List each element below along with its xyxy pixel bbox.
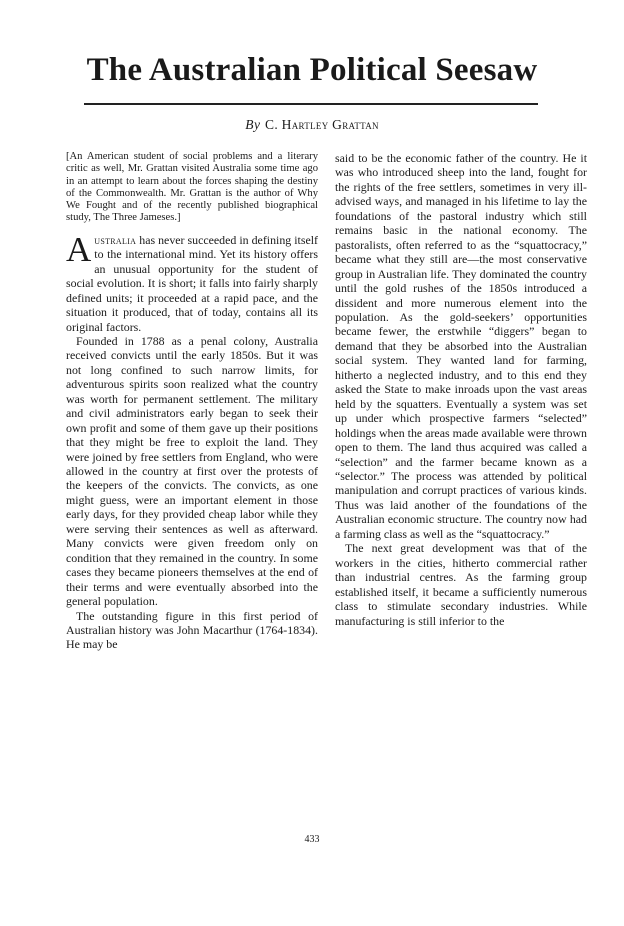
- title-rule: [84, 103, 538, 105]
- left-column: [66, 151, 318, 652]
- paragraph-2: Founded in 1788 as a penal colony, Australia received convicts until the early 1850s. But it was not long confined to such narrow limits, for adventurous spirits soon realized what the country was worth for permanent settlement. The military and civil administrators early began to seek their own profit and some of them gave up their positions that they might be free to exploit the land. They were joined by free settlers from England, who were allowed in the country at first over the protests of the keepers of the convicts. The convicts, as one might guess, were an important element in those early days, for they provided cheap labor while they were serving their sentences as well as afterward. Many convicts were given freedom only on condition that they remained in the country. In some cases they became pioneers themselves at the end of their terms and were eventually absorbed into the general population.: [66, 333, 318, 609]
- intro-note: [An American student of social problems and a literary critic as well, Mr. Grattan visited Australia some time ago in an attempt to learn about the forces shaping the destiny of the Commonwealth. Mr. Grattan is the author of Why We Fought and of the recently published biographical study, The Three Jameses.]: [66, 151, 318, 224]
- paragraph-4: The next great development was that of the workers in the cities, hitherto commercial rather than industrial centres. As the farming group established itself, it became a sufficiently numerous class to stimulate secondary industries. While manufacturing is still inferior to the: [335, 541, 587, 628]
- byline-author: C. Hartley Grattan: [265, 117, 379, 132]
- byline: [0, 117, 624, 133]
- page-number: 433: [304, 834, 320, 845]
- right-column: [335, 151, 587, 628]
- paragraph-3-continued: said to be the economic father of the country. He it was who introduced sheep into the land, fought for the rights of the free settlers, sometimes in very ill-advised ways, and managed in his lifetime to lay the foundations of the pastoral industry which still remains basic in the national economy. The pastoralists, often referred to as the “squattocracy,” became what they still are—the most conservative group in Australian life. They dominated the country until the gold rushes of the 1850s introduced a dissident and more numerous element into the population. As the gold-seekers’ opportunities became fewer, the erstwhile “diggers” began to demand that they be absorbed into the Australian social system. They wanted land for farming, hitherto a neglected industry, and to this end they asked the State to make inroads upon the vast areas held by the squatters. Eventually a system was set up under which prospective farmers “selected” holdings when the areas made available were thrown open to them. The land thus acquired was called a “selection” and the farmer became known as a “selector.” The process was attended by political manipulation and corrupt practices of various kinds. Thus was laid another of the foundations of the Australian economic structure. The country now had a farming class as well as the “squattocracy.”: [335, 151, 587, 541]
- drop-cap: A: [66, 229, 92, 269]
- paragraph-3-start: The outstanding figure in this first period of Australian history was John Macarthur (1764-1834). He may be: [66, 608, 318, 652]
- paragraph-1-text: has never succeeded in defining itself to the international mind. Yet its history offers an unusual opportunity for the student of social evolution. It is short; it falls into fairly sharply defined units; it proceeded at a rapid pace, and the situation it produced, that of today, contains all its original factors.: [66, 232, 318, 334]
- lead-word: ustralia: [94, 232, 137, 247]
- paragraph-1: [66, 229, 318, 334]
- byline-by: By: [245, 117, 261, 132]
- article-title: The Australian Political Seesaw: [86, 52, 538, 88]
